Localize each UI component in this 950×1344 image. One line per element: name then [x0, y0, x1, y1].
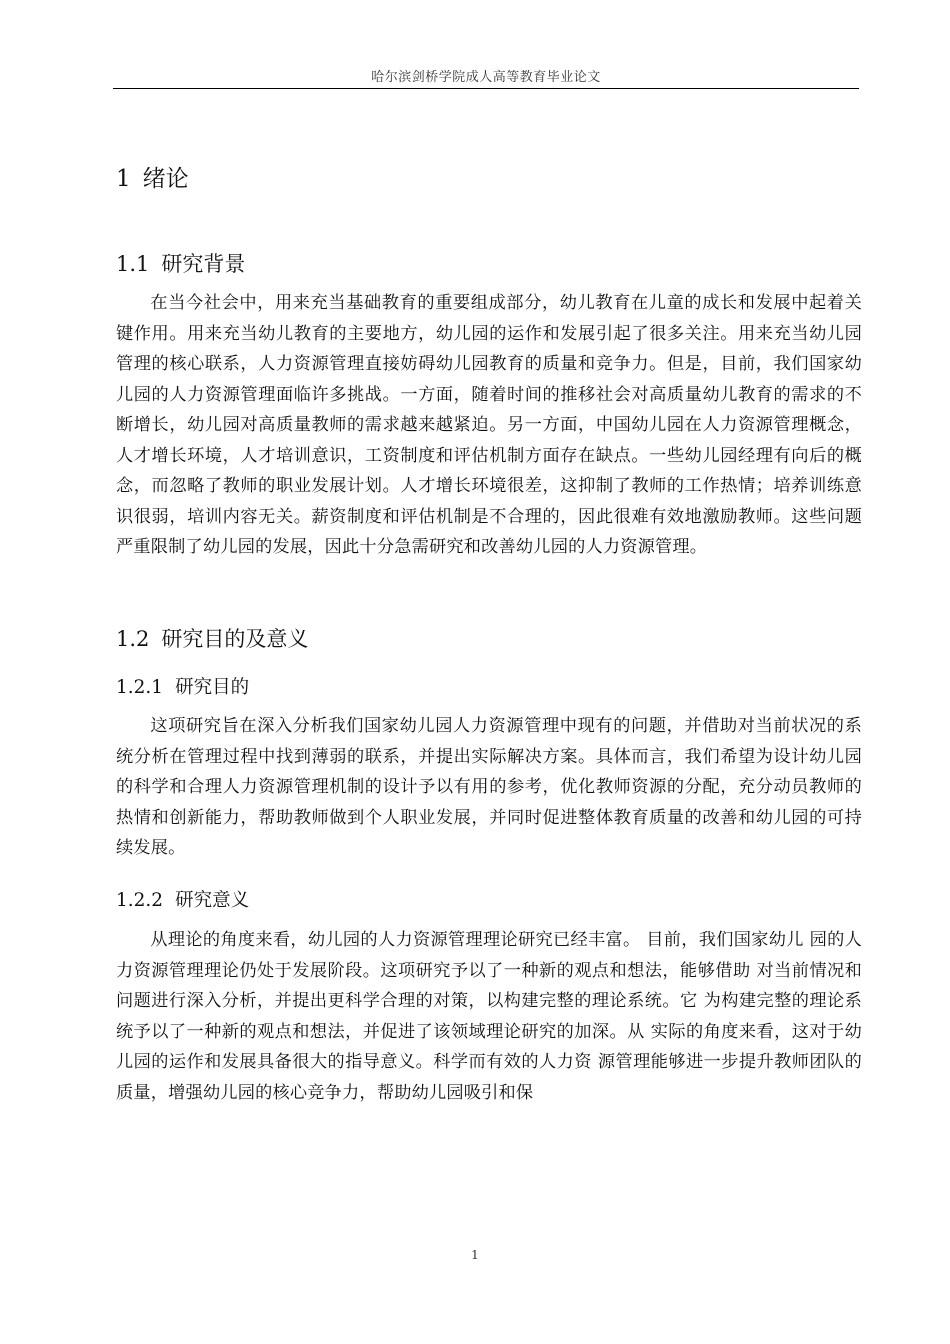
- subsection-number: 1.2.2: [116, 890, 164, 911]
- subsection-title: 研究意义: [175, 890, 250, 911]
- paragraph-purpose: 这项研究旨在深入分析我们国家幼儿园人力资源管理中现有的问题，并借助对当前状况的系统分析在管理过程中找到薄弱的联系，并提出实际解决方案。具体而言，我们希望为设计幼儿园的科学和合理人力资源管理机制的设计予以有用的参考，优化教师资源的分配，充分动员教师的热情和创新能力，帮助教师做到个人职业发展，并同时促进整体教育质量的改善和幼儿园的可持续发展。: [116, 716, 862, 858]
- section-heading-background: [116, 248, 245, 278]
- subsection-heading-purpose: [116, 673, 249, 699]
- section-heading-purpose-significance: [116, 623, 308, 653]
- subsection-title: 研究目的: [175, 677, 250, 698]
- subsection-number: 1.2.1: [116, 677, 164, 698]
- paragraph-significance: 从理论的角度来看，幼儿园的人力资源管理理论研究已经丰富。 目前，我们国家幼儿 园的人力资源管理理论仍处于发展阶段。这项研究予以了一种新的观点和想法，能够借助 对当前情况和问题进行深入分析，并提出更科学合理的对策，以构建完整的理论系统。它 为构建完整的理论系统予以了一种新的观点和想法，并促进了该领域理论研究的加深。从 实际的角度来看，这对于幼儿园的运作和发展具备很大的指导意义。科学而有效的人力资 源管理能够进一步提升教师团队的质量，增强幼儿园的核心竞争力，帮助幼儿园吸引和保: [116, 930, 862, 1103]
- chapter-title: 绪论: [142, 166, 189, 192]
- section-title: 研究目的及意义: [161, 627, 309, 651]
- page-header: 哈尔滨剑桥学院成人高等教育毕业论文: [371, 70, 601, 85]
- chapter-heading: [116, 160, 189, 193]
- paragraph-background: 在当今社会中，用来充当基础教育的重要组成部分，幼儿教育在儿童的成长和发展中起着关键作用。用来充当幼儿教育的主要地方，幼儿园的运作和发展引起了很多关注。用来充当幼儿园管理的核心联系，人力资源管理直接妨碍幼儿园教育的质量和竞争力。但是，目前，我们国家幼儿园的人力资源管理面临许多挑战。一方面，随着时间的推移社会对高质量幼儿教育的需求的不断增长，幼儿园对高质量教师的需求越来越紧迫。另一方面，中国幼儿园在人力资源管理概念，人才增长环境，人才培训意识，工资制度和评估机制方面存在缺点。一些幼儿园经理有向后的概念，而忽略了教师的职业发展计划。人才增长环境很差，这抑制了教师的工作热情；培养训练意识很弱，培训内容无关。薪资制度和评估机制是不合理的，因此很难有效地激励教师。这些问题严重限制了幼儿园的发展，因此十分急需研究和改善幼儿园的人力资源管理。: [116, 293, 862, 557]
- section-number: 1.1: [116, 252, 150, 276]
- page-number: 1: [471, 1248, 479, 1262]
- header-divider: [113, 88, 859, 89]
- subsection-heading-significance: [116, 886, 249, 912]
- section-title: 研究背景: [161, 252, 246, 276]
- section-number: 1.2: [116, 627, 150, 651]
- chapter-number: 1: [116, 166, 131, 192]
